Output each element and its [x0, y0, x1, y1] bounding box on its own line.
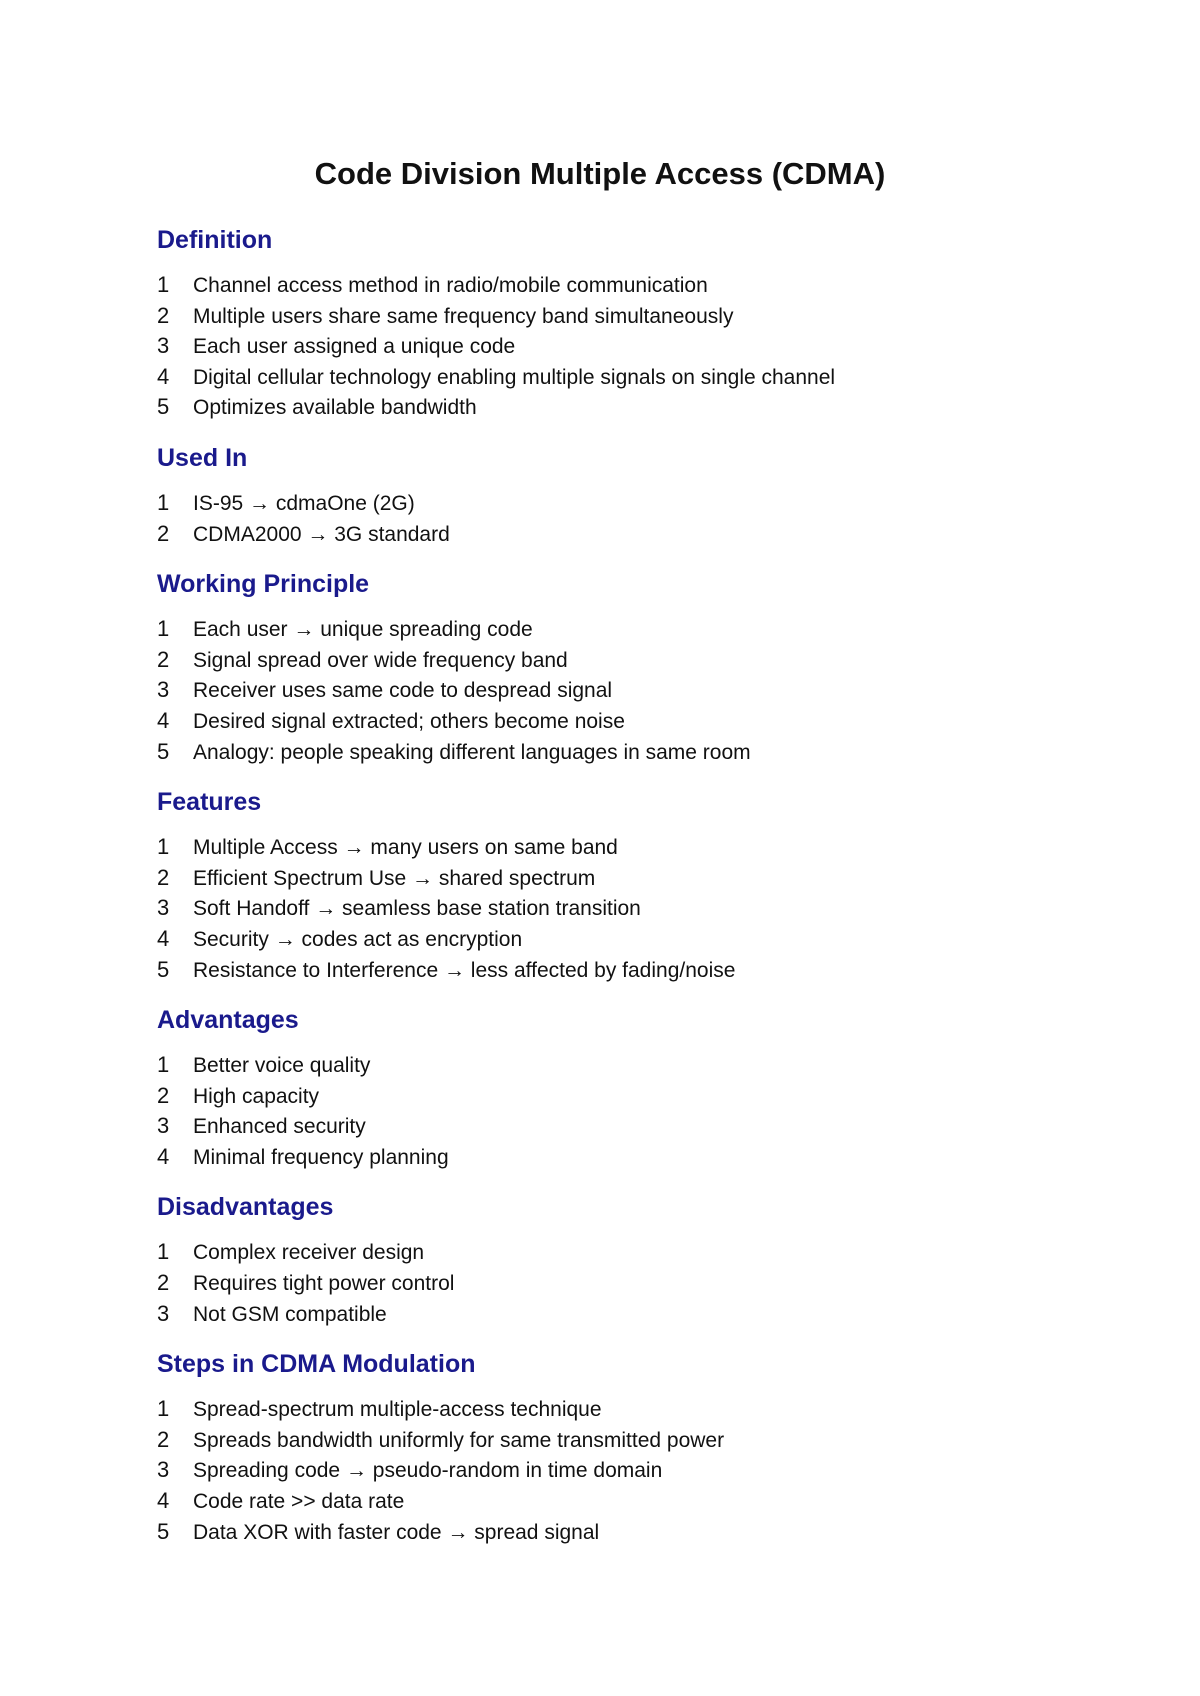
list-item-number: 2 — [157, 302, 170, 328]
list-item-number: 2 — [157, 646, 170, 672]
list-item-text: Resistance to Interference → less affected by fading/noise — [193, 958, 736, 982]
list-item-text: Minimal frequency planning — [193, 1145, 449, 1169]
list-item — [157, 832, 1117, 863]
list-item-text: Code rate >> data rate — [193, 1490, 405, 1514]
page-title: Code Division Multiple Access (CDMA) — [314, 156, 886, 191]
list-item-text: Requires tight power control — [193, 1272, 455, 1296]
section-steps-in-cdma-modulation — [157, 1350, 1117, 1547]
numbered-list — [157, 832, 1117, 985]
list-item-text: Data XOR with faster code → spread signal — [193, 1520, 600, 1544]
list-item — [157, 392, 1117, 423]
list-item-number: 1 — [157, 272, 170, 297]
list-item-number: 3 — [157, 333, 170, 359]
numbered-list — [157, 270, 1117, 423]
section-heading: Used In — [157, 443, 248, 472]
list-item-number: 3 — [157, 1300, 170, 1326]
list-item-text: Spreading code → pseudo-random in time domain — [193, 1459, 663, 1483]
numbered-list — [157, 1050, 1117, 1172]
section-heading: Working Principle — [157, 570, 370, 599]
list-item-number: 4 — [157, 707, 170, 733]
section-heading: Advantages — [157, 1006, 299, 1035]
numbered-list — [157, 614, 1117, 767]
list-item-text: Not GSM compatible — [193, 1302, 387, 1326]
list-item — [157, 1486, 1117, 1517]
list-item — [157, 331, 1117, 362]
section-advantages — [157, 1006, 1117, 1172]
list-item-number: 4 — [157, 1488, 170, 1514]
list-item — [157, 737, 1117, 768]
list-item-number: 3 — [157, 1113, 170, 1139]
list-item — [157, 270, 1117, 301]
list-item-number: 4 — [157, 1143, 170, 1169]
list-item-number: 1 — [157, 834, 170, 860]
numbered-list — [157, 1394, 1117, 1547]
list-item-number: 2 — [157, 864, 170, 890]
list-item-number: 4 — [157, 925, 170, 951]
list-item — [157, 893, 1117, 924]
list-item-text: Efficient Spectrum Use → shared spectrum — [193, 866, 596, 890]
section-heading: Steps in CDMA Modulation — [157, 1350, 476, 1379]
list-item — [157, 1455, 1117, 1486]
list-item — [157, 1050, 1117, 1081]
list-item-text: Receiver uses same code to despread signal — [193, 679, 613, 703]
list-item-text: High capacity — [193, 1084, 320, 1108]
list-item-text: Channel access method in radio/mobile communication — [193, 274, 708, 297]
list-item-text: Soft Handoff → seamless base station transition — [193, 897, 641, 921]
list-item-number: 1 — [157, 1052, 170, 1078]
section-heading: Definition — [157, 226, 273, 254]
list-item-text: Digital cellular technology enabling multiple signals on single channel — [193, 365, 836, 389]
list-item-text: Each user → unique spreading code — [193, 618, 533, 642]
numbered-list — [157, 488, 1117, 549]
list-item-text: Analogy: people speaking different languages in same room — [193, 740, 751, 764]
list-item — [157, 1425, 1117, 1456]
list-item-number: 5 — [157, 394, 170, 420]
list-item-number: 1 — [157, 489, 170, 515]
list-item-number: 3 — [157, 677, 170, 703]
list-item-text: Spread-spectrum multiple-access technique — [193, 1398, 602, 1422]
list-item — [157, 706, 1117, 737]
list-item — [157, 863, 1117, 894]
list-item-number: 4 — [157, 363, 170, 389]
list-item-number: 2 — [157, 520, 170, 546]
list-item — [157, 1081, 1117, 1112]
list-item — [157, 1517, 1117, 1548]
list-item — [157, 645, 1117, 676]
section-definition — [157, 226, 1117, 423]
list-item-text: Multiple Access → many users on same band — [193, 836, 618, 860]
list-item-number: 5 — [157, 738, 170, 764]
section-disadvantages — [157, 1193, 1117, 1329]
list-item-number: 3 — [157, 1457, 170, 1483]
section-features — [157, 788, 1117, 985]
list-item-text: CDMA2000 → 3G standard — [193, 522, 450, 546]
list-item — [157, 675, 1117, 706]
list-item-text: Complex receiver design — [193, 1241, 425, 1265]
list-item — [157, 955, 1117, 986]
list-item — [157, 488, 1117, 519]
section-heading: Disadvantages — [157, 1193, 334, 1222]
list-item — [157, 614, 1117, 645]
section-working-principle — [157, 570, 1117, 767]
list-item — [157, 1237, 1117, 1268]
list-item-number: 5 — [157, 956, 170, 982]
list-item — [157, 924, 1117, 955]
list-item — [157, 362, 1117, 393]
list-item-number: 1 — [157, 1239, 170, 1265]
list-item — [157, 1111, 1117, 1142]
list-item-number: 2 — [157, 1426, 170, 1452]
list-item-text: IS-95 → cdmaOne (2G) — [193, 491, 415, 515]
list-item-text: Signal spread over wide frequency band — [193, 648, 568, 672]
list-item — [157, 1394, 1117, 1425]
section-heading: Features — [157, 788, 262, 817]
section-used-in — [157, 444, 1117, 549]
list-item-number: 2 — [157, 1270, 170, 1296]
list-item-number: 5 — [157, 1518, 170, 1544]
list-item-number: 2 — [157, 1082, 170, 1108]
list-item-text: Spreads bandwidth uniformly for same transmitted power — [193, 1428, 725, 1452]
list-item-number: 3 — [157, 895, 170, 921]
list-item-text: Multiple users share same frequency band simultaneously — [193, 304, 734, 328]
list-item-text: Enhanced security — [193, 1115, 366, 1139]
list-item-text: Each user assigned a unique code — [193, 335, 516, 359]
list-item — [157, 1142, 1117, 1173]
list-item-text: Better voice quality — [193, 1054, 371, 1078]
list-item-text: Optimizes available bandwidth — [193, 396, 477, 420]
list-item-number: 1 — [157, 616, 170, 642]
list-item-text: Desired signal extracted; others become noise — [193, 709, 625, 733]
list-item-number: 1 — [157, 1396, 170, 1422]
document-body — [157, 226, 1117, 1568]
numbered-list — [157, 1237, 1117, 1329]
list-item — [157, 1299, 1117, 1330]
list-item — [157, 301, 1117, 332]
list-item — [157, 519, 1117, 550]
list-item-text: Security → codes act as encryption — [193, 927, 523, 951]
list-item — [157, 1268, 1117, 1299]
